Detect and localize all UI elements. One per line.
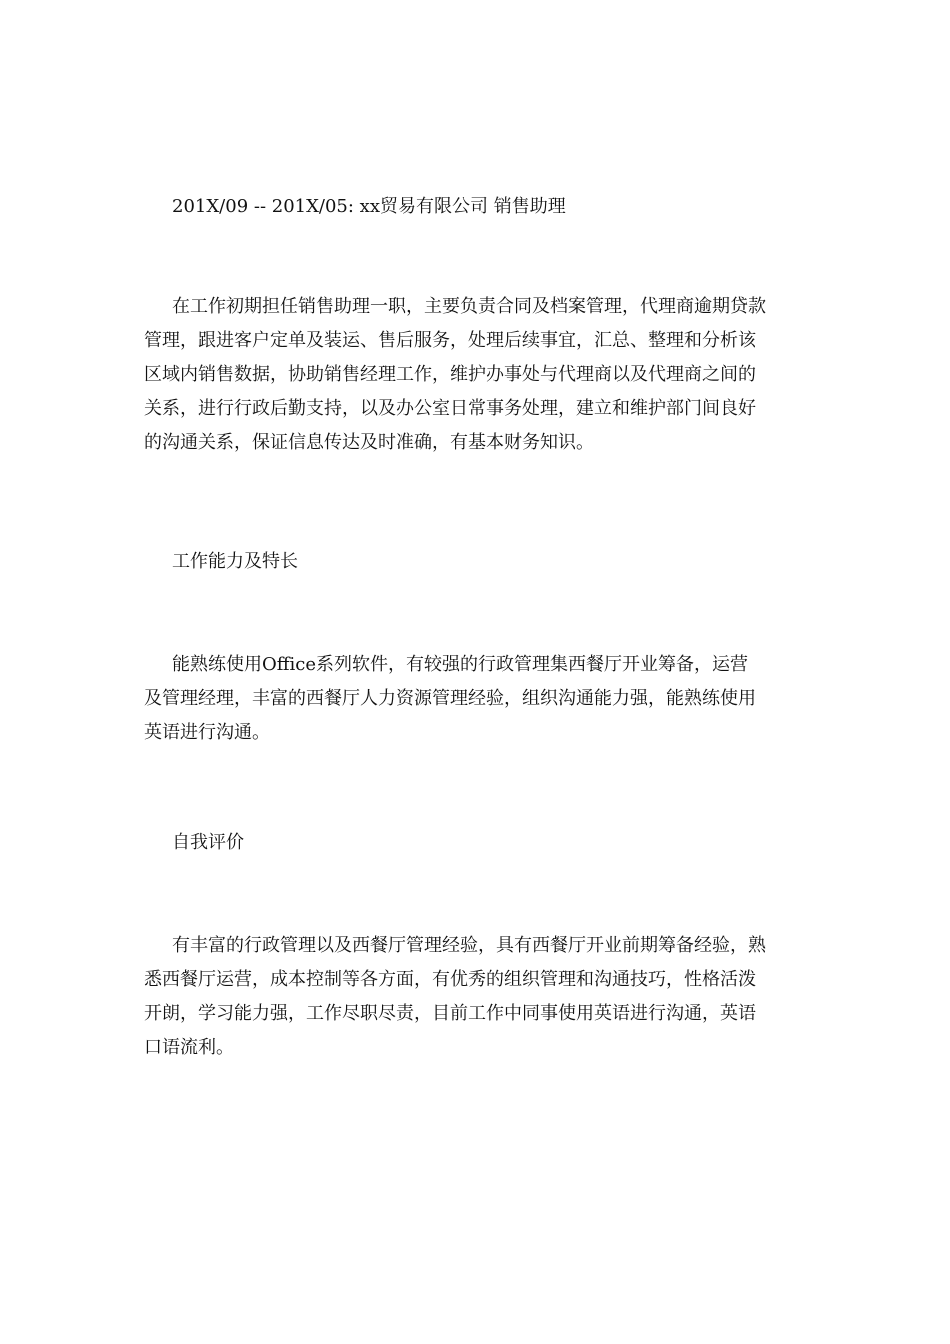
paragraph-line: 在工作初期担任销售助理一职，主要负责合同及档案管理，代理商逾期贷款 (172, 296, 766, 317)
paragraph-line: 关系，进行行政后勤支持，以及办公室日常事务处理，建立和维护部门间良好 (144, 398, 756, 419)
self-evaluation-heading: 自我评价 (172, 832, 244, 853)
paragraph-line: 英语进行沟通。 (144, 722, 270, 743)
skills-paragraph (144, 648, 814, 750)
self-evaluation-paragraph (144, 929, 814, 1065)
paragraph-line: 开朗，学习能力强，工作尽职尽责，目前工作中同事使用英语进行沟通，英语 (144, 1003, 756, 1024)
paragraph-line: 的沟通关系，保证信息传达及时准确，有基本财务知识。 (144, 432, 594, 453)
paragraph-line: 悉西餐厅运营，成本控制等各方面，有优秀的组织管理和沟通技巧，性格活泼 (144, 969, 756, 990)
job-period-line: 201X/09 -- 201X/05: xx贸易有限公司 销售助理 (172, 196, 566, 217)
paragraph-line: 口语流利。 (144, 1037, 234, 1058)
skills-heading: 工作能力及特长 (172, 551, 298, 572)
job-description-paragraph (144, 290, 814, 460)
paragraph-line: 能熟练使用Office系列软件，有较强的行政管理集西餐厅开业筹备，运营 (172, 654, 749, 675)
paragraph-line: 及管理经理，丰富的西餐厅人力资源管理经验，组织沟通能力强，能熟练使用 (144, 688, 756, 709)
paragraph-line: 有丰富的行政管理以及西餐厅管理经验，具有西餐厅开业前期筹备经验，熟 (172, 935, 766, 956)
paragraph-line: 管理，跟进客户定单及装运、售后服务，处理后续事宜，汇总、整理和分析该 (144, 330, 756, 351)
paragraph-line: 区域内销售数据，协助销售经理工作，维护办事处与代理商以及代理商之间的 (144, 364, 756, 385)
